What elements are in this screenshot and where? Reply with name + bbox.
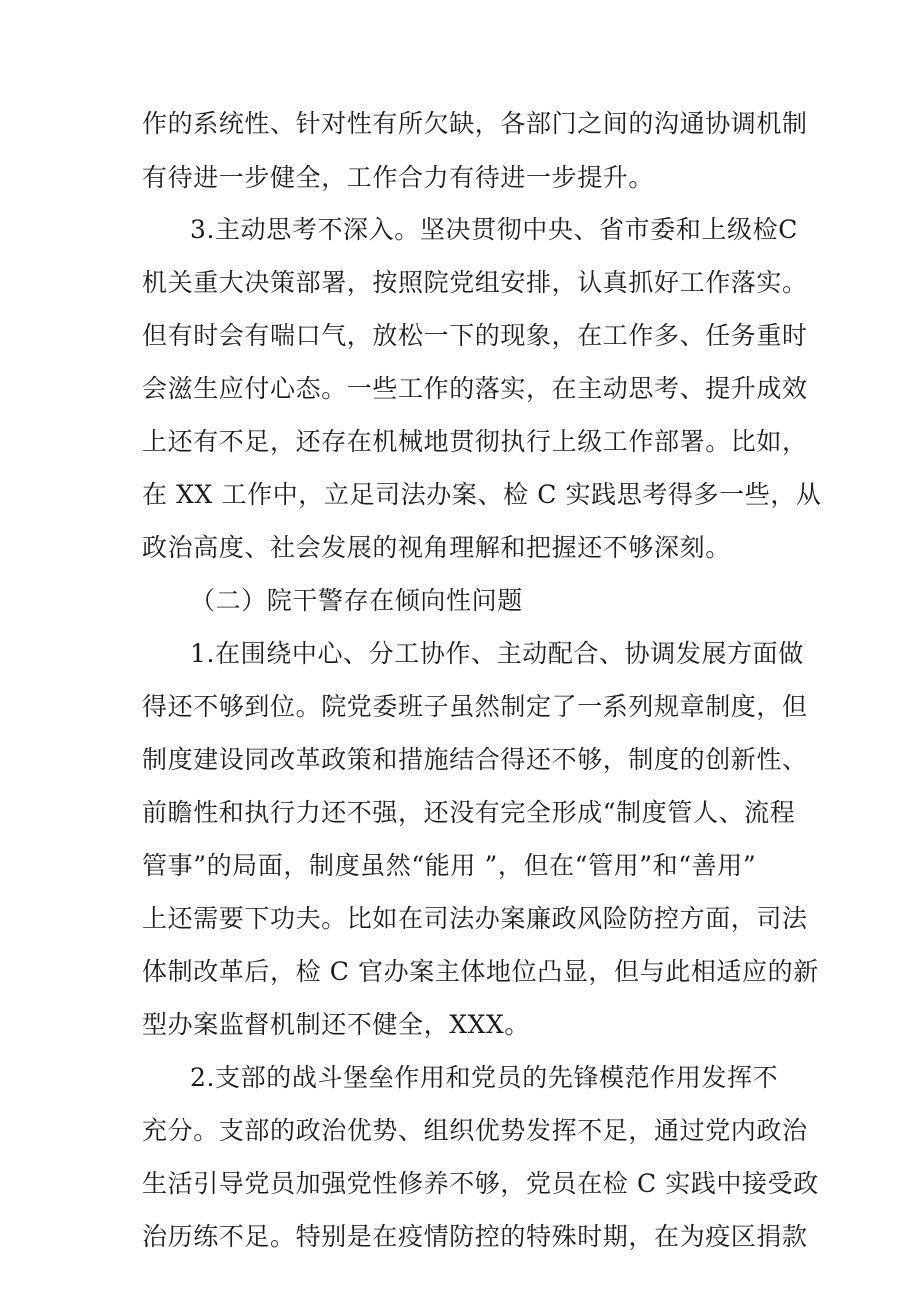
text-line: 治历练不足。特别是在疫情防控的特殊时期，在为疫区捐款	[142, 1222, 808, 1251]
text-line: 得还不够到位。院党委班子虽然制定了一系列规章制度，但	[142, 692, 808, 721]
text-line: 上还需要下功夫。比如在司法办案廉政风险防控方面，司法	[142, 904, 808, 933]
text-line: 前瞻性和执行力还不强，还没有完全形成“制度管人、流程	[142, 798, 796, 827]
text-line: 管事”的局面，制度虽然“能用 ”，但在“管用”和“善用”	[142, 851, 757, 880]
text-line: 充分。支部的政治优势、组织优势发挥不足，通过党内政治	[142, 1116, 808, 1145]
text-line: 有待进一步健全，工作合力有待进一步提升。	[142, 163, 655, 192]
text-line: 上还有不足，还存在机械地贯彻执行上级工作部署。比如，	[142, 427, 808, 456]
paragraph-start-line: 3.主动思考不深入。坚决贯彻中央、省市委和上级检C	[190, 215, 798, 244]
paragraph-start-line: 2.支部的战斗堡垒作用和党员的先锋模范作用发挥不	[190, 1063, 779, 1092]
paragraph-start-line: 1.在围绕中心、分工协作、主动配合、协调发展方面做	[190, 639, 804, 668]
text-line: 型办案监督机制还不健全，XXX。	[142, 1010, 530, 1039]
text-line: 但有时会有喘口气，放松一下的现象，在工作多、任务重时	[142, 321, 808, 350]
text-line: 在 XX 工作中，立足司法办案、检 C 实践思考得多一些，从	[142, 480, 822, 509]
section-heading: （二）院干警存在倾向性问题	[190, 586, 523, 615]
text-line: 政治高度、社会发展的视角理解和把握还不够深刻。	[142, 533, 731, 562]
text-line: 作的系统性、针对性有所欠缺，各部门之间的沟通协调机制	[142, 109, 808, 138]
text-line: 机关重大决策部署，按照院党组安排，认真抓好工作落实。	[142, 268, 808, 297]
text-line: 生活引导党员加强党性修养不够，党员在检 C 实践中接受政	[142, 1169, 819, 1198]
text-line: 会滋生应付心态。一些工作的落实，在主动思考、提升成效	[142, 374, 808, 403]
text-line: 制度建设同改革政策和措施结合得还不够，制度的创新性、	[142, 745, 808, 774]
text-line: 体制改革后，检 C 官办案主体地位凸显，但与此相适应的新	[142, 957, 819, 986]
